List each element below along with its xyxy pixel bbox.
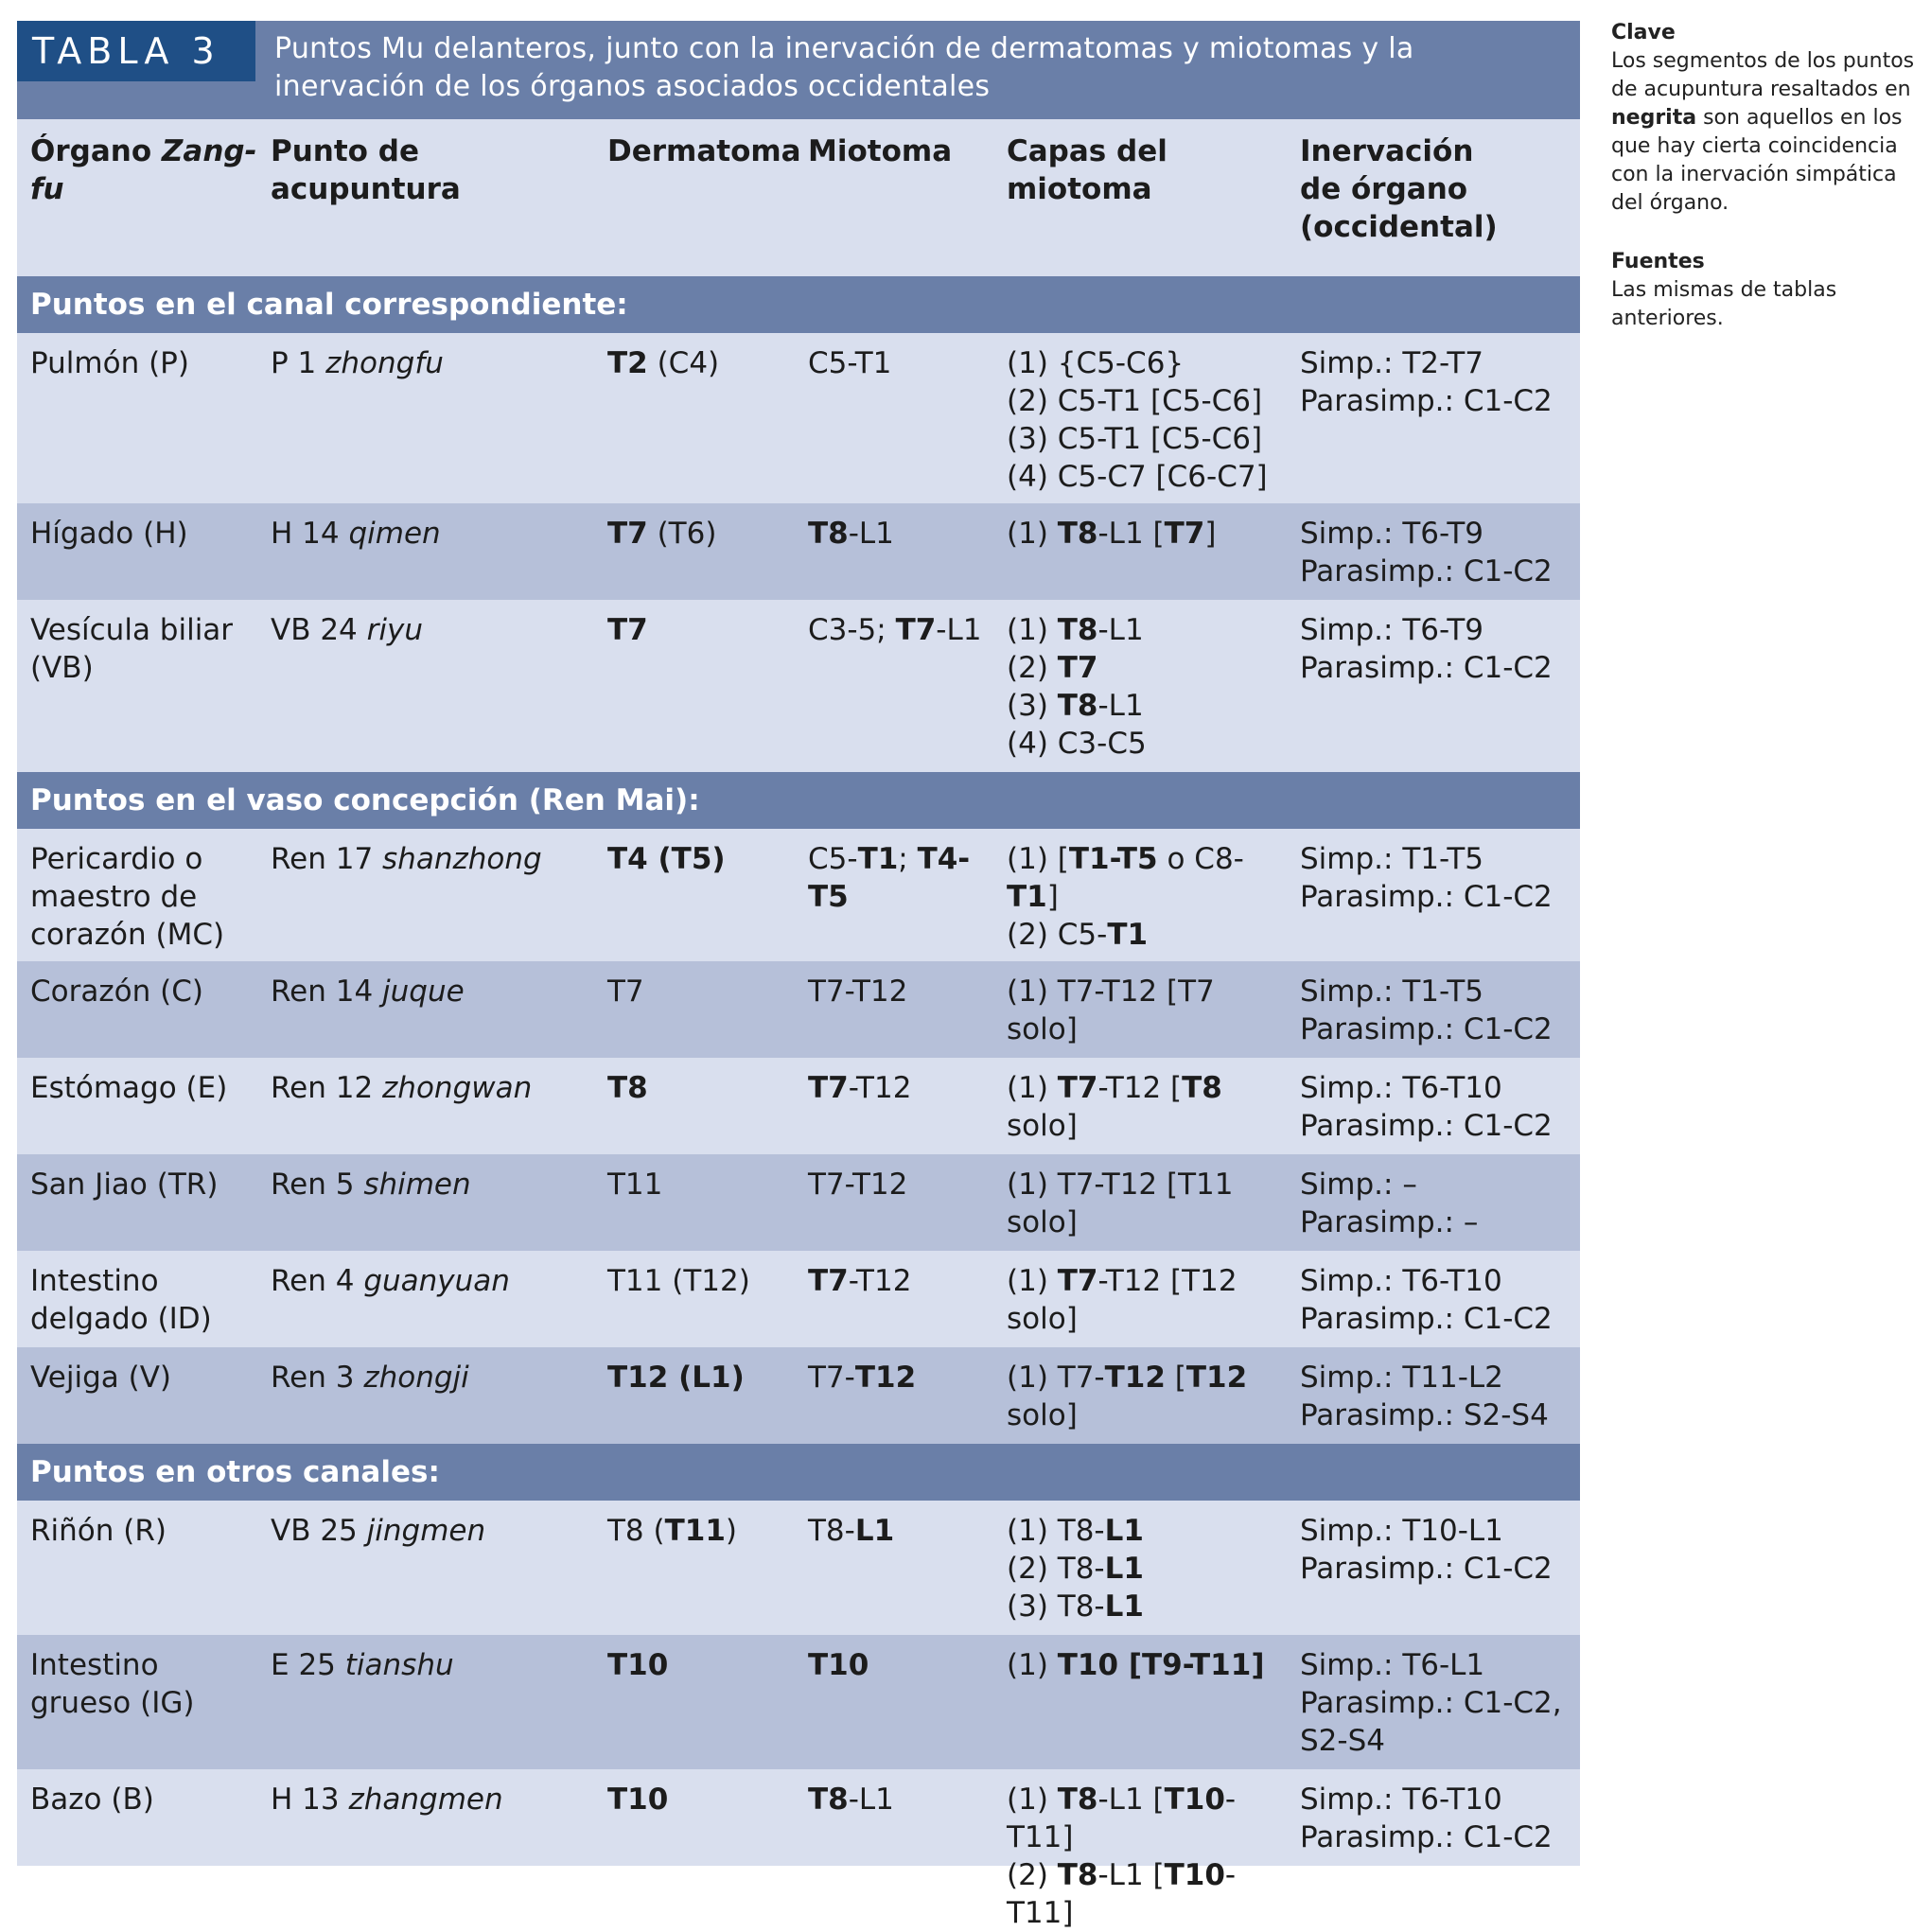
bold-segment: T7: [808, 1071, 849, 1105]
bold-segment: T2: [607, 346, 648, 380]
key-note: [1611, 19, 1925, 218]
layer-line: [1007, 420, 1287, 458]
cell-organ: Pulmón (P): [30, 346, 189, 380]
table-row: [17, 600, 1580, 772]
cell-layers: [993, 1154, 1287, 1251]
text-segment: T11 (T12): [607, 1264, 750, 1298]
cell-innervation: Simp.: T6-T9 Parasimp.: C1-C2: [1300, 613, 1553, 685]
header-innervation: Inervación de órgano (occidental): [1300, 134, 1498, 244]
cell-dermatome: [594, 961, 795, 1058]
text-segment: (1) T8-: [1007, 1514, 1105, 1548]
cell-dermatome: [594, 503, 795, 600]
header-organ-prefix: Órgano: [30, 134, 162, 168]
cell-dermatome: [594, 1501, 795, 1635]
cell-innervation: Simp.: T11-L2 Parasimp.: S2-S4: [1300, 1361, 1549, 1432]
point-name: zhangmen: [348, 1783, 503, 1817]
point-name: shanzhong: [382, 842, 542, 876]
cell-point: [257, 1347, 594, 1444]
bold-segment: L1: [1104, 1552, 1144, 1586]
key-text-bold: negrita: [1611, 106, 1697, 130]
layer-line: [1007, 1262, 1287, 1338]
text-segment: (4) C3-C5: [1007, 727, 1147, 761]
bold-segment: T12 (L1): [607, 1361, 745, 1395]
cell-innervation: Simp.: T6-T10 Parasimp.: C1-C2: [1300, 1264, 1553, 1336]
point-code: Ren 5: [271, 1168, 364, 1202]
cell-layers: [993, 1058, 1287, 1154]
sidebar-notes: [1611, 19, 1925, 363]
layer-line: [1007, 973, 1287, 1048]
cell-innervation: Simp.: T6-T9 Parasimp.: C1-C2: [1300, 517, 1553, 588]
layer-line: [1007, 1550, 1287, 1588]
cell-myotome: [795, 1058, 993, 1154]
cell-innervation: Simp.: T1-T5 Parasimp.: C1-C2: [1300, 842, 1553, 914]
text-segment: solo]: [1007, 1109, 1078, 1143]
bold-segment: T8: [1057, 517, 1098, 551]
table-row: [17, 1501, 1580, 1635]
cell-myotome: [795, 1347, 993, 1444]
key-text-after: son aquellos en los que hay cierta coincidencia con la inervación simpática del órgano.: [1611, 106, 1903, 215]
text-segment: [: [1165, 1361, 1186, 1395]
text-segment: -T12: [848, 1264, 912, 1298]
text-segment: (1) T7-T12 [T11 solo]: [1007, 1168, 1234, 1239]
layer-line: [1007, 1359, 1287, 1434]
text-segment: (1): [1007, 613, 1058, 647]
text-segment: (2): [1007, 1858, 1058, 1892]
cell-myotome: [795, 1501, 993, 1635]
bold-segment: T12: [854, 1361, 917, 1395]
bold-segment: T4 (T5): [607, 842, 726, 876]
text-segment: (3): [1007, 689, 1058, 723]
table-row: [17, 333, 1580, 503]
text-segment: (1) T7-T12 [T7 solo]: [1007, 975, 1215, 1046]
text-segment: -L1: [1097, 613, 1144, 647]
cell-point: [257, 1251, 594, 1347]
text-segment: -L1 [: [1097, 1783, 1165, 1817]
acupuncture-table: [17, 21, 1580, 1930]
text-segment: (1) T7-: [1007, 1361, 1105, 1395]
cell-point: [257, 1501, 594, 1635]
layer-line: [1007, 1069, 1287, 1145]
layer-line: [1007, 344, 1287, 382]
bold-segment: T8: [1057, 1783, 1098, 1817]
text-segment: -T11]: [1007, 1858, 1237, 1930]
table-row: [17, 1347, 1580, 1444]
cell-myotome: [795, 829, 993, 961]
key-title: Clave: [1611, 21, 1676, 44]
layer-line: [1007, 687, 1287, 725]
point-name: tianshu: [344, 1648, 454, 1682]
text-segment: -L1 [: [1097, 517, 1165, 551]
cell-organ: Estómago (E): [30, 1071, 228, 1105]
bold-segment: T11: [664, 1514, 726, 1548]
table-title-bar: [17, 21, 1580, 119]
bold-segment: T12: [1185, 1361, 1248, 1395]
table-row: [17, 829, 1580, 961]
layer-line: [1007, 611, 1287, 649]
text-segment: -L1 [: [1097, 1858, 1165, 1892]
bold-segment: T8: [1057, 689, 1098, 723]
section-header: Puntos en el vaso concepción (Ren Mai):: [17, 772, 1580, 829]
text-segment: ;: [898, 842, 918, 876]
text-segment: (2): [1007, 651, 1058, 685]
cell-organ: Corazón (C): [30, 975, 203, 1009]
cell-myotome: [795, 1154, 993, 1251]
header-point: Punto de acupuntura: [271, 134, 461, 206]
text-segment: T7-: [808, 1361, 855, 1395]
bold-segment: T7: [1057, 1071, 1098, 1105]
text-segment: -L1: [848, 1783, 894, 1817]
bold-segment: T7: [1057, 1264, 1098, 1298]
header-myotome: Miotoma: [808, 134, 953, 168]
cell-dermatome: [594, 333, 795, 503]
bold-segment: T10: [607, 1648, 669, 1682]
cell-organ: Vesícula biliar (VB): [30, 613, 234, 685]
cell-dermatome: [594, 1635, 795, 1769]
layer-line: [1007, 1512, 1287, 1550]
table-row: [17, 1058, 1580, 1154]
text-segment: (3) C5-T1 [C5-C6]: [1007, 422, 1263, 456]
bold-segment: T7: [607, 517, 648, 551]
point-name: guanyuan: [363, 1264, 510, 1298]
cell-layers: [993, 961, 1287, 1058]
cell-myotome: [795, 1635, 993, 1769]
cell-dermatome: [594, 600, 795, 772]
header-organ-italic: Zang-fu: [30, 134, 257, 206]
point-code: H 13: [271, 1783, 349, 1817]
point-code: H 14: [271, 517, 349, 551]
layer-line: [1007, 840, 1287, 916]
bold-segment: L1: [1104, 1514, 1144, 1548]
bold-segment: L1: [854, 1514, 895, 1548]
text-segment: (1) {C5-C6}: [1007, 346, 1185, 380]
cell-dermatome: [594, 1347, 795, 1444]
text-segment: (3) T8-: [1007, 1590, 1105, 1624]
text-segment: -T12 [T12 solo]: [1007, 1264, 1238, 1336]
bold-segment: T1: [1007, 880, 1047, 914]
text-segment: T7: [607, 975, 644, 1009]
table-title: Puntos Mu delanteros, junto con la inervación de dermatomas y miotomas y la inervación de los órganos asociados occidentales: [274, 32, 1414, 103]
layer-line: [1007, 725, 1287, 763]
cell-myotome: [795, 600, 993, 772]
cell-innervation: Simp.: T6-T10 Parasimp.: C1-C2: [1300, 1071, 1553, 1143]
text-segment: (1): [1007, 1071, 1058, 1105]
point-code: VB 24: [271, 613, 367, 647]
text-segment: -T12 [: [1097, 1071, 1183, 1105]
cell-point: [257, 333, 594, 503]
bold-segment: T8: [1057, 1858, 1098, 1892]
table-row: [17, 503, 1580, 600]
point-code: P 1: [271, 346, 326, 380]
text-segment: (C4): [647, 346, 720, 380]
header-layers: Capas del miotoma: [1007, 134, 1167, 206]
text-segment: C5-T1: [808, 346, 892, 380]
bold-segment: T7: [607, 613, 648, 647]
cell-organ: Bazo (B): [30, 1783, 154, 1817]
cell-innervation: Simp.: T2-T7 Parasimp.: C1-C2: [1300, 346, 1553, 418]
cell-organ: Vejiga (V): [30, 1361, 172, 1395]
bold-segment: T10: [607, 1783, 669, 1817]
bold-segment: T8: [1057, 613, 1098, 647]
bold-segment: T7: [1057, 651, 1098, 685]
cell-innervation: Simp.: – Parasimp.: –: [1300, 1168, 1479, 1239]
cell-point: [257, 961, 594, 1058]
cell-organ: Hígado (H): [30, 517, 188, 551]
layer-line: [1007, 515, 1287, 553]
point-code: Ren 12: [271, 1071, 383, 1105]
bold-segment: T10: [1164, 1858, 1225, 1892]
text-segment: T8 (: [607, 1514, 665, 1548]
cell-point: [257, 503, 594, 600]
cell-myotome: [795, 503, 993, 600]
bold-segment: T8: [808, 1783, 849, 1817]
bold-segment: T8: [808, 517, 849, 551]
point-name: zhongwan: [382, 1071, 533, 1105]
text-segment: C3-5;: [808, 613, 896, 647]
point-code: Ren 17: [271, 842, 383, 876]
point-name: shimen: [363, 1168, 471, 1202]
table-body: [17, 276, 1580, 1930]
bold-segment: T7: [1164, 517, 1205, 551]
layer-line: [1007, 1166, 1287, 1241]
text-segment: (2) T8-: [1007, 1552, 1105, 1586]
cell-layers: [993, 1251, 1287, 1347]
text-segment: -T12: [848, 1071, 912, 1105]
cell-innervation: Simp.: T10-L1 Parasimp.: C1-C2: [1300, 1514, 1553, 1586]
layer-line: [1007, 1856, 1287, 1932]
header-organ: [17, 132, 257, 276]
point-code: Ren 3: [271, 1361, 364, 1395]
cell-dermatome: [594, 1251, 795, 1347]
table-label: TABLA 3: [17, 21, 255, 81]
table-row: [17, 961, 1580, 1058]
text-segment: T7-T12: [808, 1168, 908, 1202]
layer-line: [1007, 1588, 1287, 1625]
table-row: [17, 1769, 1580, 1930]
text-segment: solo]: [1007, 1398, 1078, 1432]
cell-layers: [993, 503, 1287, 600]
cell-layers: [993, 1769, 1287, 1930]
cell-myotome: [795, 961, 993, 1058]
cell-point: [257, 1769, 594, 1866]
cell-myotome: [795, 333, 993, 503]
cell-innervation: Simp.: T1-T5 Parasimp.: C1-C2: [1300, 975, 1553, 1046]
section-header: Puntos en el canal correspondiente:: [17, 276, 1580, 333]
table-row: [17, 1635, 1580, 1769]
layer-line: [1007, 916, 1287, 954]
text-segment: T11: [607, 1168, 663, 1202]
bold-segment: T10: [1164, 1783, 1225, 1817]
point-name: juque: [382, 975, 465, 1009]
text-segment: (2) C5-: [1007, 918, 1108, 952]
layer-line: [1007, 458, 1287, 496]
cell-dermatome: [594, 1154, 795, 1251]
bold-segment: T10 [T9-T11]: [1057, 1648, 1265, 1682]
bold-segment: T10: [808, 1648, 869, 1682]
point-name: zhongfu: [325, 346, 444, 380]
bold-segment: T1: [1107, 918, 1149, 952]
cell-myotome: [795, 1251, 993, 1347]
text-segment: (T6): [647, 517, 717, 551]
point-name: zhongji: [363, 1361, 469, 1395]
text-segment: -T11]: [1007, 1783, 1237, 1854]
cell-point: [257, 600, 594, 772]
sources-title: Fuentes: [1611, 250, 1705, 273]
bold-segment: T7: [808, 1264, 849, 1298]
text-segment: (1): [1007, 1783, 1058, 1817]
bold-segment: T8: [607, 1071, 648, 1105]
cell-layers: [993, 829, 1287, 961]
text-segment: -L1: [1097, 689, 1144, 723]
key-text-before: Los segmentos de los puntos de acupuntura resaltados en: [1611, 49, 1915, 101]
cell-dermatome: [594, 1769, 795, 1866]
bold-segment: T1-T5: [1068, 842, 1158, 876]
cell-point: [257, 829, 594, 961]
cell-dermatome: [594, 1058, 795, 1154]
bold-segment: T4-T5: [808, 842, 971, 914]
point-name: jingmen: [366, 1514, 486, 1548]
point-name: riyu: [366, 613, 423, 647]
text-segment: ): [725, 1514, 738, 1548]
cell-layers: [993, 1635, 1287, 1769]
text-segment: (2) C5-T1 [C5-C6]: [1007, 384, 1263, 418]
table-header-row: [17, 119, 1580, 276]
text-segment: (1) [: [1007, 842, 1069, 876]
text-segment: (1): [1007, 1648, 1058, 1682]
cell-organ: Pericardio o maestro de corazón (MC): [30, 842, 225, 952]
cell-layers: [993, 1501, 1287, 1635]
sources-note: [1611, 248, 1925, 333]
text-segment: o C8-: [1157, 842, 1244, 876]
point-code: Ren 14: [271, 975, 383, 1009]
layer-line: [1007, 649, 1287, 687]
text-segment: T7-T12: [808, 975, 908, 1009]
cell-layers: [993, 1347, 1287, 1444]
bold-segment: T7: [895, 613, 937, 647]
cell-point: [257, 1635, 594, 1769]
cell-layers: [993, 333, 1287, 503]
sources-text: Las mismas de tablas anteriores.: [1611, 278, 1837, 330]
cell-organ: Riñón (R): [30, 1514, 167, 1548]
bold-segment: T12: [1104, 1361, 1166, 1395]
cell-organ: Intestino grueso (IG): [30, 1648, 195, 1720]
cell-myotome: [795, 1769, 993, 1866]
point-name: qimen: [348, 517, 441, 551]
text-segment: (1): [1007, 1264, 1058, 1298]
cell-point: [257, 1154, 594, 1251]
layer-line: [1007, 1646, 1287, 1684]
point-code: E 25: [271, 1648, 345, 1682]
text-segment: C5-: [808, 842, 858, 876]
layer-line: [1007, 1781, 1287, 1856]
bold-segment: L1: [1104, 1590, 1144, 1624]
section-header: Puntos en otros canales:: [17, 1444, 1580, 1501]
cell-organ: Intestino delgado (ID): [30, 1264, 212, 1336]
text-segment: (1): [1007, 517, 1058, 551]
cell-dermatome: [594, 829, 795, 961]
header-dermatome: Dermatoma: [607, 134, 801, 168]
text-segment: T8-: [808, 1514, 855, 1548]
point-code: VB 25: [271, 1514, 367, 1548]
text-segment: -L1: [848, 517, 894, 551]
cell-organ: San Jiao (TR): [30, 1168, 219, 1202]
cell-innervation: Simp.: T6-T10 Parasimp.: C1-C2: [1300, 1783, 1553, 1854]
text-segment: -L1: [936, 613, 982, 647]
text-segment: (4) C5-C7 [C6-C7]: [1007, 460, 1268, 494]
bold-segment: T8: [1182, 1071, 1222, 1105]
cell-point: [257, 1058, 594, 1154]
cell-innervation: Simp.: T6-L1 Parasimp.: C1-C2, S2-S4: [1300, 1648, 1562, 1758]
table-row: [17, 1154, 1580, 1251]
text-segment: ]: [1046, 880, 1059, 914]
point-code: Ren 4: [271, 1264, 364, 1298]
cell-layers: [993, 600, 1287, 772]
layer-line: [1007, 382, 1287, 420]
table-row: [17, 1251, 1580, 1347]
text-segment: ]: [1204, 517, 1217, 551]
bold-segment: T1: [857, 842, 899, 876]
